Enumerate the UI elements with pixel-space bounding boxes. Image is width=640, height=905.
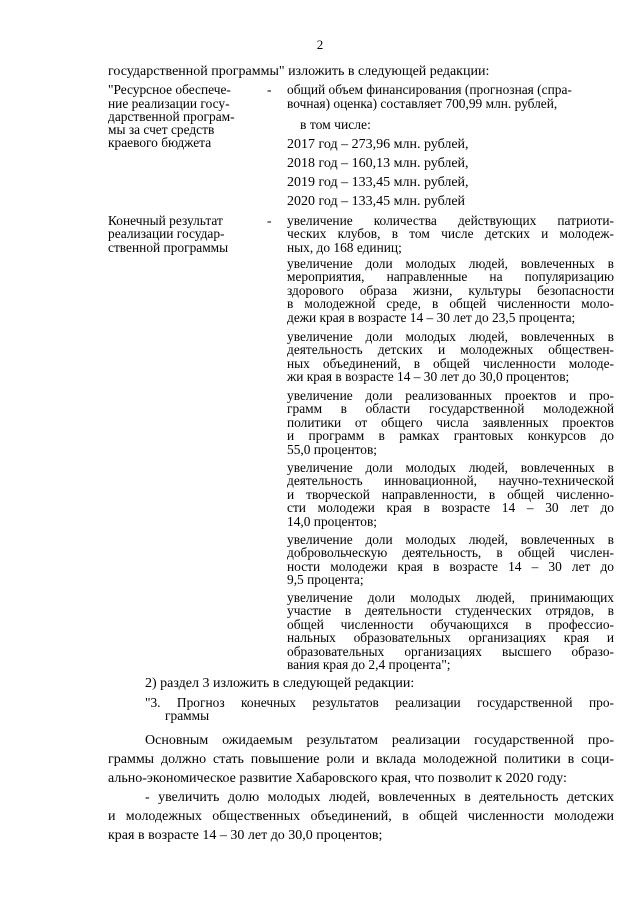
row1-year: 2018 год – 160,13 млн. рублей,	[287, 156, 469, 171]
row2-item-line: и программ в рамках грантовых конкурсов до	[287, 428, 614, 443]
row2-item-line: деятельность инновационной, научно-технической	[287, 473, 614, 488]
row2-item-line: грамм в области государственной молодежной	[287, 401, 614, 416]
row1-label-line: краевого бюджета	[108, 135, 212, 150]
row2-item-line: политики от общего числа заявленных проектов	[287, 415, 614, 430]
row1-year: 2019 год – 133,45 млн. рублей,	[287, 175, 469, 190]
row2-item-line: в молодежной среде, в общей численности моло-	[287, 296, 614, 311]
row2-label-line: ственной программы	[108, 240, 229, 255]
bullet-line: края в возрасте 14 – 30 лет до 30,0 процентов;	[108, 828, 383, 843]
row2-item-line: увеличение количества действующих патриоти-	[287, 213, 614, 228]
row2-label-line: реализации государ-	[108, 226, 225, 241]
row2-item-line: добровольческую деятельность, в общей числен-	[287, 545, 614, 560]
section-2-line: 2) раздел 3 изложить в следующей редакции:	[145, 676, 415, 691]
row1-value-line: вочная) оценка) составляет 700,99 млн. рублей,	[287, 96, 558, 111]
row2-item-line: вания края до 2,4 процента";	[287, 657, 451, 672]
row2-item-line: мероприятия, направленные на популяризацию	[287, 269, 614, 284]
page-number: 2	[316, 37, 324, 52]
row2-item-line: жи края в возрасте 14 – 30 лет до 30,0 процентов;	[287, 369, 570, 384]
row2-item-line: ности молодежи края в возрасте 14 – 30 лет до	[287, 559, 614, 574]
row2-label-line: Конечный результат	[108, 213, 223, 228]
row1-value-line: общий объем финансирования (прогнозная (спра-	[287, 82, 572, 97]
row2-item-line: увеличение доли молодых людей, вовлеченных в	[287, 460, 614, 475]
row2-item-line: 9,5 процента;	[287, 572, 364, 587]
row1-label-line: ние реализации госу-	[108, 96, 230, 111]
section-heading-line: граммы	[165, 708, 210, 723]
row2-item-line: общей численности обучающихся в профессио-	[287, 617, 614, 632]
row1-label-line: дарственной програм-	[108, 109, 235, 124]
row2-item-line: ных объединений, в общей численности молоде-	[287, 356, 614, 371]
row2-item-line: увеличение доли молодых людей, вовлеченных в	[287, 329, 614, 344]
row2-dash: -	[267, 213, 272, 228]
row2-item-line: ческих клубов, в том числе детских и молодеж-	[287, 226, 614, 241]
bullet-line: - увеличить долю молодых людей, вовлеченных в деятельность детских	[145, 790, 614, 805]
row2-item-line: увеличение доли молодых людей, вовлеченных в	[287, 532, 614, 547]
row1-label-line: мы за счет средств	[108, 122, 215, 137]
row2-item-line: здорового образа жизни, культуры безопасности	[287, 283, 614, 298]
row1-dash: -	[267, 82, 272, 97]
paragraph-line: Основным ожидаемым результатом реализации государственной про-	[145, 733, 614, 748]
row2-item-line: дежи края в возрасте 14 – 30 лет до 23,5 процента;	[287, 310, 576, 325]
paragraph-line: граммы должно стать повышение роли и вклада молодежной политики в соци-	[108, 752, 614, 767]
row1-year: 2017 год – 273,96 млн. рублей,	[287, 137, 469, 152]
row2-item-line: сти молодежи края в возрасте 14 – 30 лет до	[287, 500, 614, 515]
row2-item-line: участие в деятельности студенческих отрядов, в	[287, 603, 614, 618]
row2-item-line: 55,0 процентов;	[287, 442, 378, 457]
row2-item-line: деятельность детских и молодежных обществен-	[287, 342, 614, 357]
row2-item-line: нальных образовательных организациях края и	[287, 630, 614, 645]
row1-including: в том числе:	[300, 117, 371, 132]
row2-item-line: 14,0 процентов;	[287, 514, 378, 529]
section-heading-line: "3. Прогноз конечных результатов реализации государственной про-	[145, 695, 614, 710]
row2-item-line: и творческой направленности, в общей численно-	[287, 487, 614, 502]
paragraph-line: ально-экономическое развитие Хабаровского края, что позволит к 2020 году:	[108, 771, 567, 786]
row1-label-line: "Ресурсное обеспече-	[108, 82, 231, 97]
intro-line: государственной программы" изложить в следующей редакции:	[108, 64, 490, 79]
row2-item-line: увеличение доли реализованных проектов и про-	[287, 388, 614, 403]
bullet-line: и молодежных общественных объединений, в общей численности молодежи	[108, 809, 614, 824]
row2-item-line: увеличение доли молодых людей, принимающих	[287, 590, 614, 605]
row2-item-line: ных, до 168 единиц;	[287, 240, 402, 255]
row2-item-line: увеличение доли молодых людей, вовлеченных в	[287, 256, 614, 271]
row1-year: 2020 год – 133,45 млн. рублей	[287, 194, 466, 209]
row2-item-line: образовательных организациях высшего образо-	[287, 644, 614, 659]
